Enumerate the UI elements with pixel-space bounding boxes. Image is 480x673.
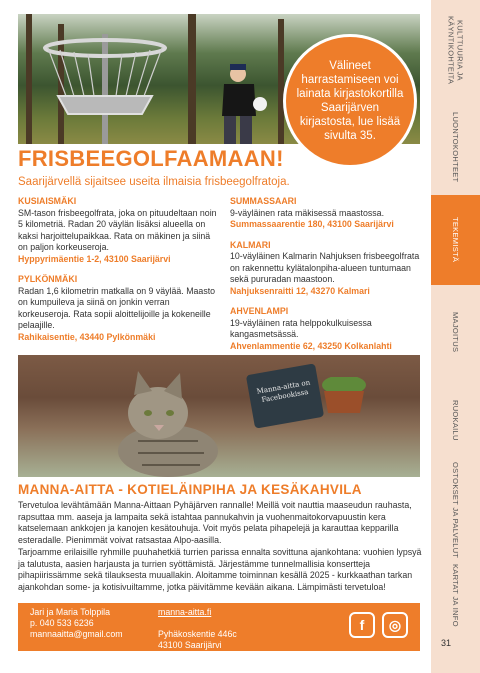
instagram-icon[interactable] (382, 612, 408, 638)
course-name: PYLKÖNMÄKI (18, 274, 78, 284)
instagram-glyph: ◎ (388, 616, 402, 633)
frisbee-subtitle: Saarijärvellä sijaitsee useita ilmaisia frisbeegolfratoja. (18, 176, 290, 188)
course-ahvenlampi (230, 306, 425, 352)
contact-names: Jari ja Maria Tolppila (30, 607, 111, 617)
course-kalmari (230, 240, 425, 298)
manna-intro-paragraph: Tervetuloa levähtämään Manna-Aittaan Pyhäjärven rannalle! Meillä voit nauttia maaseudun rauhasta, rapsuttaa mm. aaseja ja lampaita sekä istahtaa pannukahvin ja vuohenmaitokorvapuustin kera katselemaan ankkojen ja kanojen kesätouhuja. Voit myös pelata pihapelejä ja karauttaa kepparilla esteradalle. Pienimmät voivat ratsastaa Alpo-aasilla. (18, 500, 412, 545)
course-address: Hyppyrimäentie 1-2, 43100 Saarijärvi (18, 253, 171, 264)
course-description: SM-tason frisbeegolfrata, joka on pituudeltaan noin 5 kilometriä. Radan 20 väylän lisäksi alueella on kaksi harjoittelupaikkaa. Rata on mäkinen ja siinä on paljon korkeuseroja. (18, 207, 217, 252)
frisbee-title: FRISBEEGOLFAAMAAN! (18, 146, 284, 171)
course-description: 19-väyläinen rata helppokulkuisessa kangasmetsässä. (230, 317, 372, 339)
sign-text: Manna-aitta on Facebookissa (256, 378, 311, 405)
tab-label: TEKEMISTÄ (451, 217, 460, 263)
facebook-glyph: f (359, 616, 365, 633)
frisbee-column-left (18, 196, 220, 352)
tab-ruokailu[interactable] (431, 380, 480, 460)
tab-majoitus[interactable] (431, 285, 480, 380)
tab-label: LUONTOKOHTEET (451, 112, 460, 183)
contact-phone: p. 040 533 6236 (30, 618, 94, 628)
contact-bar (18, 603, 420, 651)
course-description: Radan 1,6 kilometrin matkalla on 9 väylää. Maasto on kumpuileva ja siinä on jonkin verran korkeuseroja. Rata sopii aloittelijoille ja kokeneille pelaajille. (18, 285, 216, 330)
contact-right (158, 607, 237, 651)
library-loan-badge (283, 34, 417, 168)
chalkboard-sign (246, 363, 324, 428)
course-name: KALMARI (230, 239, 271, 250)
tab-label: KARTAT JA INFO (451, 563, 460, 627)
contact-street: Pyhäkoskentie 446c (158, 629, 237, 639)
course-kusiaismaki (18, 196, 220, 265)
tab-label: OSTOKSET JA PALVELUT (451, 461, 460, 559)
frisbee-column-right (230, 196, 425, 361)
contact-city: 43100 Saarijärvi (158, 640, 222, 650)
course-address: Nahjuksenraitti 12, 43270 Kalmari (230, 285, 370, 296)
facebook-icon[interactable] (349, 612, 375, 638)
manna-groups-paragraph: Tarjoamme erilaisille ryhmille puuhahetkiä turrien parissa ennalta sovittuna ajankohtana: vuohien lypsyä ja talutusta, aasien harjausta ja turrien syöttämistä. Järjestämme tunnelmallisia konsertteja pihapiirissämme sekä tilauksesta muuallakin. Aloitamme toiminnan kesällä 2025 - kurkkaathan tarkan ajankohdan some- ja kotisivuiltamme, jotka päivitämme kevään aikana. Lämpimästi tervetuloa! (18, 547, 422, 592)
tab-label: MAJOITUS (451, 312, 460, 353)
course-description: 9-väyläinen rata mäkisessä maastossa. (230, 207, 385, 218)
course-summassaari (230, 196, 425, 231)
flower-pot (318, 377, 370, 413)
course-name: KUSIAISMÄKI (18, 196, 77, 206)
section-tabs (431, 0, 480, 673)
website-link[interactable]: manna-aitta.fi (158, 607, 212, 617)
tab-tekemista[interactable] (431, 195, 480, 285)
manna-title: MANNA-AITTA - KOTIELÄINPIHA JA KESÄKAHVILA (18, 482, 362, 497)
tab-luontokohteet[interactable] (431, 100, 480, 195)
page-number: 31 (441, 638, 452, 648)
cat-figure (108, 371, 228, 477)
course-name: AHVENLAMPI (230, 306, 289, 316)
tab-label: RUOKAILU (451, 399, 460, 441)
course-address: Summassaarentie 180, 43100 Saarijärvi (230, 219, 394, 229)
contact-left (30, 607, 123, 640)
contact-email: mannaaitta@gmail.com (30, 629, 123, 639)
course-address: Rahikaisentie, 43440 Pylkönmäki (18, 331, 156, 342)
tab-kulttuuria[interactable] (431, 0, 480, 100)
course-name: SUMMASSAARI (230, 196, 297, 206)
disc-golf-basket (36, 34, 176, 144)
player-figure (210, 64, 270, 144)
tab-ostokset[interactable] (431, 460, 480, 560)
course-pylkonmaki (18, 274, 220, 343)
course-description: 10-väyläinen Kalmarin Nahjuksen frisbeegolfrata on rakennettu kylätalonpiha-alueen tuntumaan sekä pururadan maastoon. (230, 251, 420, 284)
badge-text: Välineet harrastamiseen voi lainata kirjastokortilla Saarijärven kirjastosta, lue lisää sivulta 35. (296, 60, 404, 142)
cat-photo (18, 355, 420, 477)
course-address: Ahvenlammentie 62, 43250 Kolkanlahti (230, 340, 392, 351)
tab-kartat[interactable] (431, 560, 480, 630)
tab-label: KULTTUURIA JA KÄYNTIKOHTEITA (446, 15, 465, 85)
